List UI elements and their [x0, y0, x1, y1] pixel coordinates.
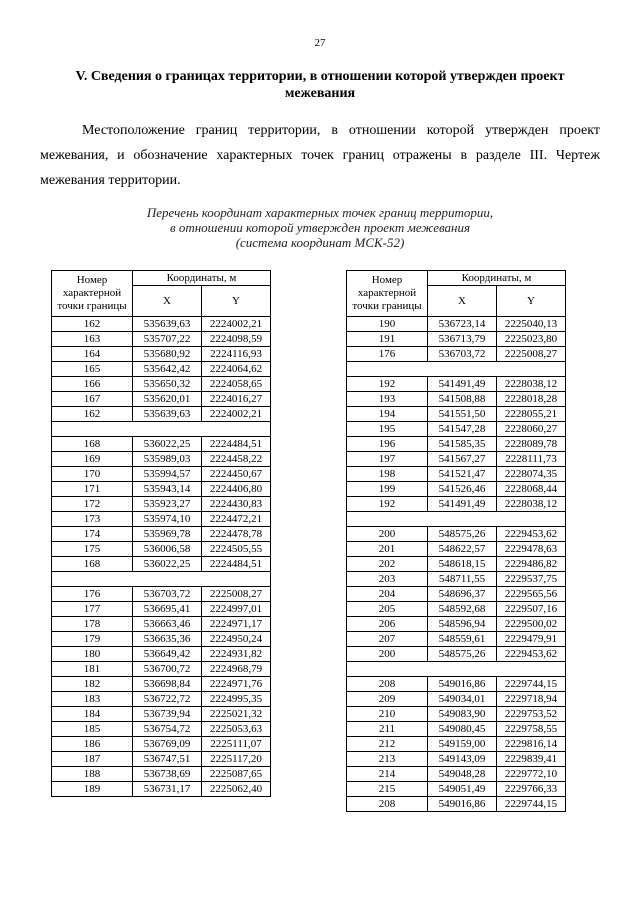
table-row — [52, 332, 271, 347]
x-cell: 536635,36 — [133, 632, 202, 647]
x-cell: 541547,28 — [428, 422, 497, 437]
table-row — [347, 437, 566, 452]
y-cell: 2224116,93 — [202, 347, 271, 362]
point-number-cell: 198 — [347, 467, 428, 482]
table-row — [347, 707, 566, 722]
y-cell: 2225053,63 — [202, 722, 271, 737]
y-cell: 2229718,94 — [497, 692, 566, 707]
x-cell: 549080,45 — [428, 722, 497, 737]
x-cell: 549159,00 — [428, 737, 497, 752]
point-number-cell: 172 — [52, 497, 133, 512]
table-row — [347, 587, 566, 602]
x-cell: 541491,49 — [428, 377, 497, 392]
x-cell: 549034,01 — [428, 692, 497, 707]
x-cell: 541526,46 — [428, 482, 497, 497]
y-cell: 2229500,02 — [497, 617, 566, 632]
y-cell: 2229744,15 — [497, 677, 566, 692]
body-paragraph: Местоположение границ территории, в отношении которой утвержден проект межевания, и обозначение характерных точек границ отражены в разделе III. Чертеж межевания территории. — [40, 123, 600, 188]
y-cell: 2224968,79 — [202, 662, 271, 677]
x-cell: 535680,92 — [133, 347, 202, 362]
x-cell: 536695,41 — [133, 602, 202, 617]
table-row — [347, 332, 566, 347]
table-row — [347, 542, 566, 557]
y-cell: 2225111,07 — [202, 737, 271, 752]
y-cell: 2229766,33 — [497, 782, 566, 797]
y-cell: 2225062,40 — [202, 782, 271, 797]
separator-row — [52, 572, 271, 587]
x-cell: 548559,61 — [428, 632, 497, 647]
point-number-cell: 186 — [52, 737, 133, 752]
y-cell: 2229753,52 — [497, 707, 566, 722]
x-cell: 536754,72 — [133, 722, 202, 737]
y-cell: 2224971,17 — [202, 617, 271, 632]
point-number-cell: 196 — [347, 437, 428, 452]
table-row — [52, 362, 271, 377]
separator-row — [347, 362, 566, 377]
point-number-cell: 173 — [52, 512, 133, 527]
y-cell: 2224995,35 — [202, 692, 271, 707]
point-number-cell: 205 — [347, 602, 428, 617]
point-number-cell: 168 — [52, 557, 133, 572]
point-number-cell: 177 — [52, 602, 133, 617]
y-cell: 2229537,75 — [497, 572, 566, 587]
y-cell: 2228060,27 — [497, 422, 566, 437]
table-row — [347, 317, 566, 332]
y-cell: 2224971,76 — [202, 677, 271, 692]
y-cell: 2229816,14 — [497, 737, 566, 752]
table-row — [347, 797, 566, 812]
y-cell: 2224406,80 — [202, 482, 271, 497]
point-number-cell: 170 — [52, 467, 133, 482]
table-row — [347, 452, 566, 467]
point-number-cell: 213 — [347, 752, 428, 767]
point-number-cell: 208 — [347, 677, 428, 692]
point-number-cell: 185 — [52, 722, 133, 737]
table-row — [52, 722, 271, 737]
x-cell: 535639,63 — [133, 407, 202, 422]
y-cell: 2228068,44 — [497, 482, 566, 497]
y-cell: 2224472,21 — [202, 512, 271, 527]
table-row — [52, 707, 271, 722]
page-number: 27 — [314, 37, 326, 49]
separator-cell — [52, 572, 271, 587]
x-cell: 535639,63 — [133, 317, 202, 332]
x-cell: 535650,32 — [133, 377, 202, 392]
separator-cell — [347, 662, 566, 677]
y-cell: 2229453,62 — [497, 527, 566, 542]
table-row — [347, 752, 566, 767]
y-cell: 2228089,78 — [497, 437, 566, 452]
point-number-cell: 207 — [347, 632, 428, 647]
y-cell: 2224098,59 — [202, 332, 271, 347]
y-cell: 2224064,62 — [202, 362, 271, 377]
separator-row — [347, 512, 566, 527]
y-cell: 2228111,73 — [497, 452, 566, 467]
caption-line-3: (система координат МСК-52) — [235, 235, 405, 250]
point-number-cell: 208 — [347, 797, 428, 812]
y-cell: 2224484,51 — [202, 437, 271, 452]
table-row — [52, 527, 271, 542]
point-number-cell: 193 — [347, 392, 428, 407]
table-row — [347, 467, 566, 482]
y-cell: 2224002,21 — [202, 407, 271, 422]
x-cell: 536731,17 — [133, 782, 202, 797]
y-cell: 2229744,15 — [497, 797, 566, 812]
x-cell: 535707,22 — [133, 332, 202, 347]
y-cell: 2229486,82 — [497, 557, 566, 572]
y-cell: 2229839,41 — [497, 752, 566, 767]
y-cell: 2224931,82 — [202, 647, 271, 662]
x-cell: 536703,72 — [428, 347, 497, 362]
x-cell: 536698,84 — [133, 677, 202, 692]
y-cell: 2228055,21 — [497, 407, 566, 422]
x-cell: 535994,57 — [133, 467, 202, 482]
x-cell: 536747,51 — [133, 752, 202, 767]
separator-cell — [347, 362, 566, 377]
x-cell: 536739,94 — [133, 707, 202, 722]
x-cell: 548618,15 — [428, 557, 497, 572]
y-cell: 2229479,91 — [497, 632, 566, 647]
x-cell: 536769,09 — [133, 737, 202, 752]
x-cell: 548596,94 — [428, 617, 497, 632]
table-row — [347, 347, 566, 362]
y-cell: 2225021,32 — [202, 707, 271, 722]
point-number-cell: 203 — [347, 572, 428, 587]
table-row — [52, 497, 271, 512]
header-coordinates: Координаты, м — [133, 271, 271, 286]
y-cell: 2225008,27 — [497, 347, 566, 362]
table-row — [347, 737, 566, 752]
x-cell: 541567,27 — [428, 452, 497, 467]
table-row — [347, 677, 566, 692]
x-cell: 541551,50 — [428, 407, 497, 422]
point-number-cell: 206 — [347, 617, 428, 632]
table-row — [347, 572, 566, 587]
x-cell: 548711,55 — [428, 572, 497, 587]
y-cell: 2224016,27 — [202, 392, 271, 407]
point-number-cell: 169 — [52, 452, 133, 467]
header-y: Y — [497, 286, 566, 317]
point-number-cell: 188 — [52, 767, 133, 782]
table-row — [347, 407, 566, 422]
table-row — [52, 482, 271, 497]
caption-line-1: Перечень координат характерных точек границ территории, — [146, 205, 494, 220]
table-row — [52, 557, 271, 572]
point-number-cell: 201 — [347, 542, 428, 557]
table-row — [347, 632, 566, 647]
separator-row — [347, 662, 566, 677]
x-cell: 548575,26 — [428, 527, 497, 542]
x-cell: 549016,86 — [428, 797, 497, 812]
header-y: Y — [202, 286, 271, 317]
x-cell: 549048,28 — [428, 767, 497, 782]
table-row — [52, 602, 271, 617]
point-number-cell: 212 — [347, 737, 428, 752]
y-cell: 2224997,01 — [202, 602, 271, 617]
point-number-cell: 179 — [52, 632, 133, 647]
point-number-cell: 167 — [52, 392, 133, 407]
y-cell: 2229453,62 — [497, 647, 566, 662]
x-cell: 535620,01 — [133, 392, 202, 407]
x-cell: 541585,35 — [428, 437, 497, 452]
y-cell: 2224505,55 — [202, 542, 271, 557]
point-number-cell: 210 — [347, 707, 428, 722]
point-number-cell: 200 — [347, 647, 428, 662]
table-row — [52, 587, 271, 602]
section-heading: V. Сведения о границах территории, в отношении которой утвержден проект межевания — [75, 69, 565, 101]
x-cell: 541508,88 — [428, 392, 497, 407]
y-cell: 2228018,28 — [497, 392, 566, 407]
y-cell: 2224002,21 — [202, 317, 271, 332]
point-number-cell: 182 — [52, 677, 133, 692]
x-cell: 536703,72 — [133, 587, 202, 602]
x-cell: 536006,58 — [133, 542, 202, 557]
x-cell: 541521,47 — [428, 467, 497, 482]
table-row — [52, 347, 271, 362]
y-cell: 2224458,22 — [202, 452, 271, 467]
y-cell: 2225087,65 — [202, 767, 271, 782]
table-row — [347, 617, 566, 632]
point-number-cell: 166 — [52, 377, 133, 392]
point-number-cell: 180 — [52, 647, 133, 662]
y-cell: 2229772,10 — [497, 767, 566, 782]
point-number-cell: 183 — [52, 692, 133, 707]
point-number-cell: 163 — [52, 332, 133, 347]
point-number-cell: 192 — [347, 497, 428, 512]
point-number-cell: 189 — [52, 782, 133, 797]
point-number-cell: 162 — [52, 317, 133, 332]
y-cell: 2225117,20 — [202, 752, 271, 767]
point-number-cell: 209 — [347, 692, 428, 707]
y-cell: 2229507,16 — [497, 602, 566, 617]
y-cell: 2225023,80 — [497, 332, 566, 347]
y-cell: 2224478,78 — [202, 527, 271, 542]
y-cell: 2228038,12 — [497, 497, 566, 512]
y-cell: 2228074,35 — [497, 467, 566, 482]
point-number-cell: 204 — [347, 587, 428, 602]
x-cell: 535923,27 — [133, 497, 202, 512]
table-row — [52, 617, 271, 632]
x-cell: 548622,57 — [428, 542, 497, 557]
table-row — [52, 407, 271, 422]
coordinates-table-right — [346, 270, 566, 812]
point-number-cell: 171 — [52, 482, 133, 497]
x-cell: 549143,09 — [428, 752, 497, 767]
point-number-cell: 202 — [347, 557, 428, 572]
x-cell: 548696,37 — [428, 587, 497, 602]
y-cell: 2228038,12 — [497, 377, 566, 392]
x-cell: 549016,86 — [428, 677, 497, 692]
table-row — [52, 542, 271, 557]
header-x: X — [428, 286, 497, 317]
point-number-cell: 187 — [52, 752, 133, 767]
x-cell: 549083,90 — [428, 707, 497, 722]
table-row — [52, 737, 271, 752]
point-number-cell: 168 — [52, 437, 133, 452]
table-row — [347, 782, 566, 797]
point-number-cell: 176 — [347, 347, 428, 362]
y-cell: 2224484,51 — [202, 557, 271, 572]
table-row — [347, 482, 566, 497]
table-row — [347, 647, 566, 662]
point-number-cell: 200 — [347, 527, 428, 542]
point-number-cell: 215 — [347, 782, 428, 797]
separator-cell — [347, 512, 566, 527]
point-number-cell: 194 — [347, 407, 428, 422]
point-number-cell: 195 — [347, 422, 428, 437]
table-row — [52, 377, 271, 392]
y-cell: 2224950,24 — [202, 632, 271, 647]
x-cell: 536663,46 — [133, 617, 202, 632]
coordinates-table-left — [51, 270, 271, 797]
table-row — [52, 317, 271, 332]
point-number-cell: 162 — [52, 407, 133, 422]
x-cell: 536722,72 — [133, 692, 202, 707]
table-row — [52, 662, 271, 677]
table-row — [347, 722, 566, 737]
x-cell: 535989,03 — [133, 452, 202, 467]
header-x: X — [133, 286, 202, 317]
x-cell: 549051,49 — [428, 782, 497, 797]
point-number-cell: 211 — [347, 722, 428, 737]
x-cell: 535642,42 — [133, 362, 202, 377]
y-cell: 2229758,55 — [497, 722, 566, 737]
table-row — [52, 437, 271, 452]
table-row — [52, 677, 271, 692]
table-row — [347, 557, 566, 572]
point-number-cell: 199 — [347, 482, 428, 497]
point-number-cell: 181 — [52, 662, 133, 677]
table-row — [347, 422, 566, 437]
point-number-cell: 214 — [347, 767, 428, 782]
x-cell: 536738,69 — [133, 767, 202, 782]
caption-line-2: в отношении которой утвержден проект межевания — [169, 220, 471, 235]
table-row — [52, 647, 271, 662]
x-cell: 536713,79 — [428, 332, 497, 347]
x-cell: 536649,42 — [133, 647, 202, 662]
table-row — [52, 632, 271, 647]
table-row — [347, 392, 566, 407]
table-row — [52, 782, 271, 797]
x-cell: 541491,49 — [428, 497, 497, 512]
table-row — [347, 767, 566, 782]
y-cell: 2224430,83 — [202, 497, 271, 512]
table-row — [347, 377, 566, 392]
x-cell: 535943,14 — [133, 482, 202, 497]
point-number-cell: 176 — [52, 587, 133, 602]
x-cell: 536723,14 — [428, 317, 497, 332]
table-row — [347, 692, 566, 707]
x-cell: 536022,25 — [133, 437, 202, 452]
table-row — [52, 467, 271, 482]
x-cell: 535974,10 — [133, 512, 202, 527]
table-row — [347, 527, 566, 542]
table-row — [52, 692, 271, 707]
x-cell: 548592,68 — [428, 602, 497, 617]
y-cell: 2225040,13 — [497, 317, 566, 332]
header-point-number: Номер характерной точки границы — [52, 271, 133, 317]
table-row — [52, 452, 271, 467]
point-number-cell: 165 — [52, 362, 133, 377]
table-row — [52, 752, 271, 767]
y-cell: 2229478,63 — [497, 542, 566, 557]
y-cell: 2224450,67 — [202, 467, 271, 482]
point-number-cell: 175 — [52, 542, 133, 557]
table-row — [52, 512, 271, 527]
point-number-cell: 164 — [52, 347, 133, 362]
x-cell: 536700,72 — [133, 662, 202, 677]
table-caption — [60, 205, 580, 250]
point-number-cell: 178 — [52, 617, 133, 632]
table-row — [347, 602, 566, 617]
table-row — [52, 767, 271, 782]
x-cell: 548575,26 — [428, 647, 497, 662]
header-point-number: Номер характерной точки границы — [347, 271, 428, 317]
y-cell: 2225008,27 — [202, 587, 271, 602]
y-cell: 2224058,65 — [202, 377, 271, 392]
separator-cell — [52, 422, 271, 437]
x-cell: 536022,25 — [133, 557, 202, 572]
point-number-cell: 192 — [347, 377, 428, 392]
x-cell: 535969,78 — [133, 527, 202, 542]
point-number-cell: 174 — [52, 527, 133, 542]
separator-row — [52, 422, 271, 437]
point-number-cell: 190 — [347, 317, 428, 332]
point-number-cell: 184 — [52, 707, 133, 722]
table-row — [52, 392, 271, 407]
table-row — [347, 497, 566, 512]
point-number-cell: 197 — [347, 452, 428, 467]
point-number-cell: 191 — [347, 332, 428, 347]
y-cell: 2229565,56 — [497, 587, 566, 602]
header-coordinates: Координаты, м — [428, 271, 566, 286]
